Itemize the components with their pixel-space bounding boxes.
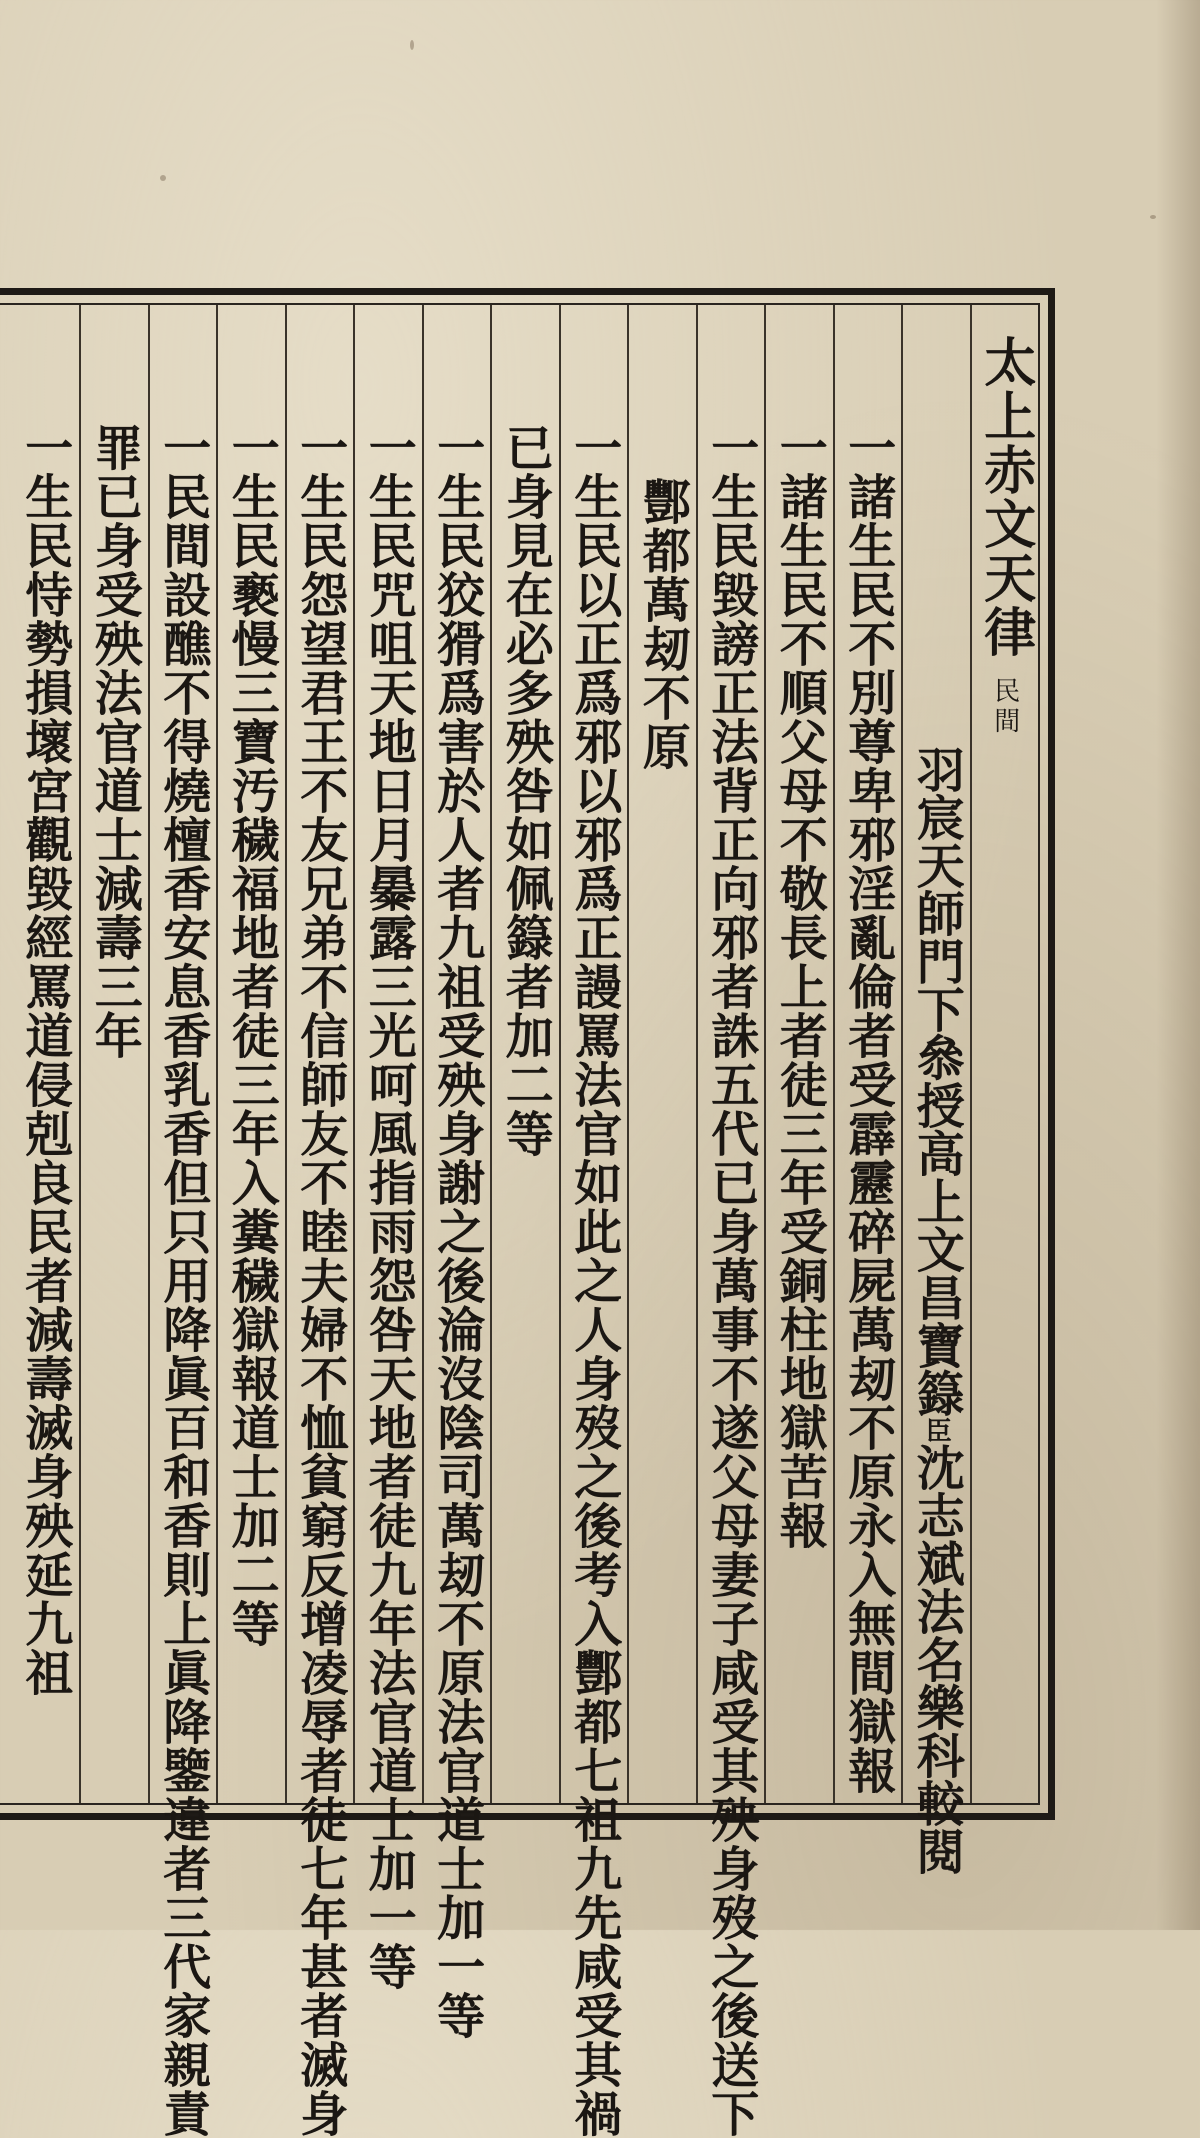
text-column <box>11 305 80 1803</box>
text-column <box>79 305 148 1803</box>
text-frame-inner <box>0 303 1040 2138</box>
column-text: 一民間設醮不得燒檀香安息香乳香但只用降眞百和香則上眞降鑒違者三代家親責 <box>154 423 211 2138</box>
column-text: 酆都萬刼不原 <box>634 477 691 771</box>
text-column <box>833 305 902 1803</box>
column-text: 一生民狡猾爲害於人者九祖受殃身謝之後淪沒陰司萬刼不原法官道士加一等 <box>428 423 485 2040</box>
title-column <box>970 305 1039 1803</box>
column-text: 一生民怨望君王不友兄弟不信師友不睦夫婦不恤貧窮反增凌辱者徒七年甚者滅身 <box>291 423 348 2138</box>
paper-speck <box>410 40 414 50</box>
author-line <box>908 745 965 1875</box>
text-column <box>422 305 491 2040</box>
column-text: 已身見在必多殃咎如佩籙者加二等 <box>497 423 554 1158</box>
text-column <box>353 305 422 1991</box>
book-subtitle: 民間 <box>989 677 1020 737</box>
column-text: 一生民咒咀天地日月㬥露三光呵風指雨怨咎天地者徒九年法官道士加一等 <box>360 423 417 1991</box>
column-text: 一諸生民不順父母不敬長上者徒三年受銅柱地獄苦報 <box>771 423 828 1550</box>
author-name: 沈志斌法名樂科較閱 <box>908 1443 965 1875</box>
text-column <box>148 305 217 2138</box>
author-main: 羽宸天師門下叅授高上文昌寶籙 <box>908 745 965 1417</box>
author-subject-mark: 臣 <box>921 1417 952 1443</box>
text-column <box>627 305 696 1803</box>
column-text: 一生民以正爲邪以邪爲正謾罵法官如此之人身歿之後考入酆都七祖九先咸受其禍 <box>565 423 622 2138</box>
text-column <box>285 305 354 2138</box>
text-frame <box>0 288 1055 2138</box>
page-gutter <box>1156 0 1200 1930</box>
text-column <box>490 305 559 1803</box>
column-grid <box>0 305 1038 2138</box>
author-column <box>901 305 970 1875</box>
paper-speck <box>160 175 166 181</box>
book-title: 太上赤文天律 <box>974 335 1036 659</box>
text-column <box>696 305 765 2138</box>
text-column <box>559 305 628 2138</box>
column-text: 一生民恃勢損壞宮觀毀經罵道侵剋良民者減壽滅身殃延九祖 <box>16 423 73 1697</box>
column-text: 一諸生民不別尊卑邪淫亂倫者受霹靂碎屍萬刼不原永入無間獄報 <box>839 423 896 1795</box>
text-column <box>216 305 285 1803</box>
column-text: 一生民毀謗正法背正向邪者誅五代已身萬事不遂父母妻子咸受其殃身歿之後送下 <box>702 423 759 2138</box>
column-text: 罪已身受殃法官道士減壽三年 <box>86 423 143 1060</box>
column-text: 一生民褻慢三寶汚穢福地者徒三年入糞穢獄報道士加二等 <box>223 423 280 1648</box>
paper-speck <box>1150 215 1156 219</box>
text-column <box>764 305 833 1803</box>
